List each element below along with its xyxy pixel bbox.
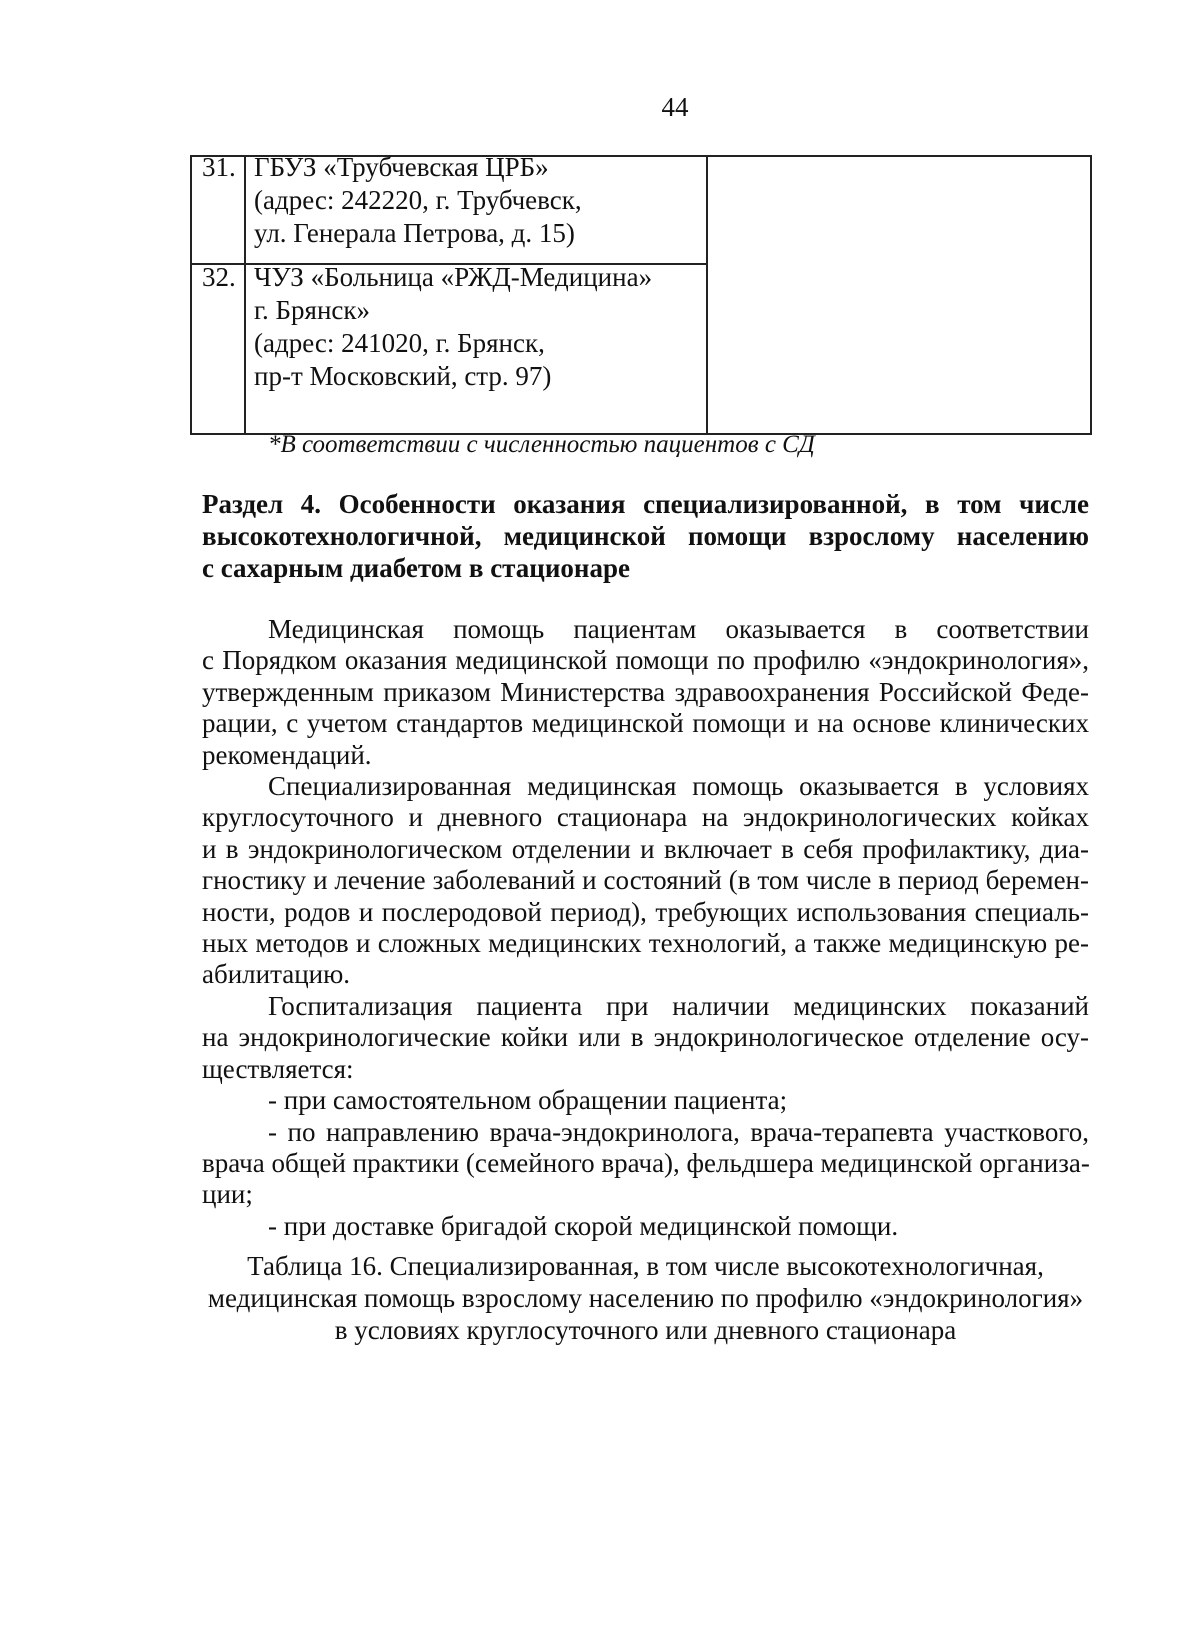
table-cell-line: (адрес: 242220, г. Трубчевск,	[254, 185, 582, 215]
caption-line: в условиях круглосуточного или дневного стационара	[334, 1315, 957, 1345]
paragraph-1-line: рекомендаций.	[202, 739, 372, 770]
list-item-line: ции;	[202, 1179, 253, 1210]
paragraph-2-line: гностику и лечение заболеваний и состояний (в том числе в период беремен-	[202, 865, 1089, 896]
table-row-32-text	[254, 261, 714, 393]
table-cell-line: г. Брянск»	[254, 295, 371, 325]
table-row-31-number: 31.	[202, 152, 236, 182]
table-caption	[202, 1250, 1089, 1346]
body-text	[202, 614, 1089, 1242]
table-divider-num	[244, 157, 246, 433]
table-cell-line: (адрес: 241020, г. Брянск,	[254, 328, 545, 358]
table-row-31-text	[254, 151, 714, 250]
table-cell-line: пр-т Московский, стр. 97)	[254, 361, 552, 391]
caption-line: медицинская помощь взрослому населению по профилю «эндокринология»	[207, 1283, 1084, 1313]
heading-line: с сахарным диабетом в стационаре	[202, 553, 630, 583]
paragraph-2-line: и в эндокринологическом отделении и включает в себя профилактику, диа-	[202, 833, 1089, 864]
table-cell-line: ЧУЗ «Больница «РЖД-Медицина»	[254, 262, 653, 292]
paragraph-1-line: утвержденным приказом Министерства здравоохранения Российской Феде-	[202, 676, 1089, 707]
paragraph-1-line: рации, с учетом стандартов медицинской помощи и на основе клинических	[202, 708, 1089, 739]
list-item: - при самостоятельном обращении пациента;	[268, 1085, 788, 1116]
list-item-line: - по направлению врача-эндокринолога, врача-терапевта участкового,	[268, 1116, 1089, 1147]
section-heading	[202, 488, 1089, 584]
table-cell-line: ГБУЗ «Трубчевская ЦРБ»	[254, 152, 549, 182]
heading-line: Раздел 4. Особенности оказания специализированной, в том числе	[202, 489, 1089, 519]
table-row-32-number: 32.	[202, 262, 236, 292]
facilities-table	[190, 152, 1092, 435]
paragraph-2-line: ности, родов и послеродовой период), требующих использования специаль-	[202, 896, 1089, 927]
paragraph-3-line: ществляется:	[202, 1053, 354, 1084]
paragraph-2-line: ных методов и сложных медицинских технологий, а также медицинскую ре-	[202, 928, 1089, 959]
list-item: - при доставке бригадой скорой медицинской помощи.	[268, 1210, 899, 1241]
paragraph-3-line: Госпитализация пациента при наличии медицинских показаний	[268, 990, 1089, 1021]
paragraph-1-line: Медицинская помощь пациентам оказывается в соответствии	[268, 614, 1089, 644]
table-footnote: *В соответствии с численностью пациентов с СД	[268, 431, 815, 458]
page-number: 44	[661, 92, 689, 122]
paragraph-2-line: абилитацию.	[202, 959, 351, 990]
list-item-line: врача общей практики (семейного врача), фельдшера медицинской организа-	[202, 1147, 1090, 1178]
table-cell-line: ул. Генерала Петрова, д. 15)	[254, 218, 575, 248]
caption-line: Таблица 16. Специализированная, в том числе высокотехнологичная,	[247, 1251, 1044, 1281]
paragraph-2-line: Специализированная медицинская помощь оказывается в условиях	[268, 771, 1089, 802]
paragraph-1-line: с Порядком оказания медицинской помощи по профилю «эндокринология»,	[202, 645, 1089, 676]
paragraph-3-line: на эндокринологические койки или в эндокринологическое отделение осу-	[202, 1022, 1089, 1053]
heading-line: высокотехнологичной, медицинской помощи взрослому населению	[202, 521, 1089, 551]
paragraph-2-line: круглосуточного и дневного стационара на эндокринологических койках	[202, 802, 1089, 833]
